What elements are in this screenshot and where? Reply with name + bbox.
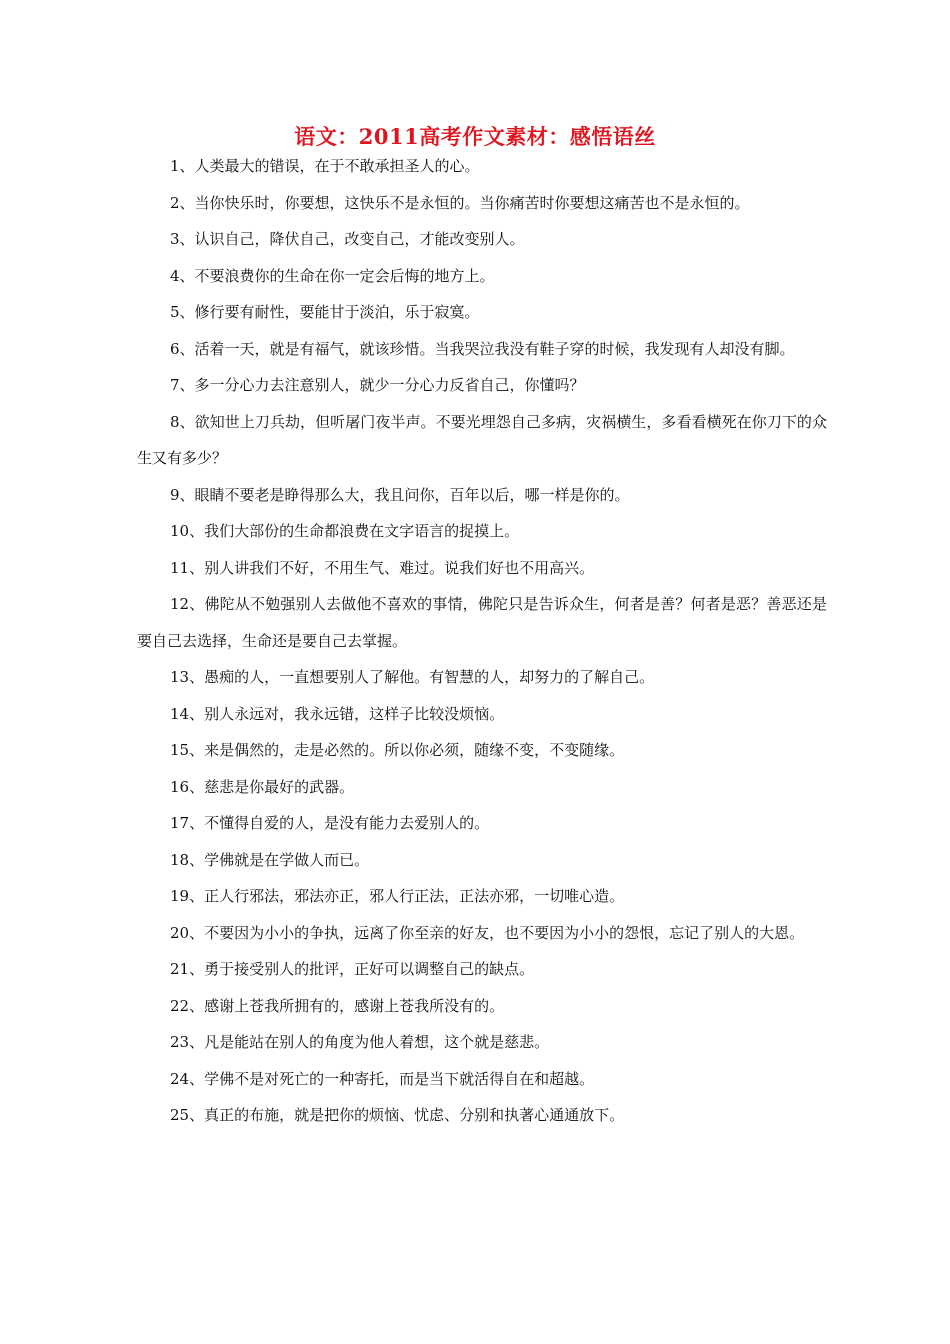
list-item: 10、我们大部份的生命都浪费在文字语言的捉摸上。 (170, 522, 520, 540)
list-item: 17、不懂得自爱的人，是没有能力去爱别人的。 (170, 814, 490, 832)
list-item: 8、欲知世上刀兵劫，但听屠门夜半声。不要光埋怨自己多病，灾祸横生，多看看横死在你刀下的众生又有多少？ (137, 412, 827, 467)
list-item: 4、不要浪费你的生命在你一定会后悔的地方上。 (170, 266, 495, 285)
list-item: 23、凡是能站在别人的角度为他人着想，这个就是慈悲。 (170, 1033, 550, 1051)
list-item: 21、勇于接受别人的批评，正好可以调整自己的缺点。 (170, 960, 535, 978)
list-item: 11、别人讲我们不好，不用生气、难过。说我们好也不用高兴。 (170, 558, 595, 577)
list-item: 2、当你快乐时，你要想，这快乐不是永恒的。当你痛苦时你要想这痛苦也不是永恒的。 (170, 193, 750, 212)
list-item: 15、来是偶然的，走是必然的。所以你必须，随缘不变，不变随缘。 (170, 741, 625, 759)
list-item: 6、活着一天，就是有福气，就该珍惜。当我哭泣我没有鞋子穿的时候，我发现有人却没有脚。 (170, 339, 795, 358)
list-item: 9、眼睛不要老是睁得那么大，我且问你，百年以后，哪一样是你的。 (170, 485, 630, 504)
list-item: 20、不要因为小小的争执，远离了你至亲的好友，也不要因为小小的怨恨，忘记了别人的大恩。 (170, 923, 805, 942)
list-item: 5、修行要有耐性，要能甘于淡泊，乐于寂寞。 (170, 303, 480, 321)
list-item: 13、愚痴的人，一直想要别人了解他。有智慧的人，却努力的了解自己。 (170, 668, 655, 686)
list-item: 25、真正的布施，就是把你的烦恼、忧虑、分别和执著心通通放下。 (170, 1106, 625, 1124)
list-item: 24、学佛不是对死亡的一种寄托，而是当下就活得自在和超越。 (170, 1069, 595, 1088)
list-item: 22、感谢上苍我所拥有的，感谢上苍我所没有的。 (170, 996, 505, 1015)
list-item: 1、人类最大的错误，在于不敢承担圣人的心。 (170, 157, 480, 175)
list-item: 7、多一分心力去注意别人，就少一分心力反省自己，你懂吗？ (170, 376, 585, 394)
document-title: 语文：2011高考作文素材：感悟语丝 (294, 124, 656, 149)
list-item: 19、正人行邪法，邪法亦正，邪人行正法，正法亦邪，一切唯心造。 (170, 887, 625, 905)
list-item: 18、学佛就是在学做人而已。 (170, 850, 370, 869)
list-item: 14、别人永远对，我永远错，这样子比较没烦恼。 (170, 704, 505, 723)
list-item: 16、慈悲是你最好的武器。 (170, 777, 355, 796)
list-item: 3、认识自己，降伏自己，改变自己，才能改变别人。 (170, 230, 525, 248)
document-body (137, 148, 827, 1134)
list-item: 12、佛陀从不勉强别人去做他不喜欢的事情，佛陀只是告诉众生，何者是善？何者是恶？善恶还是要自己去选择，生命还是要自己去掌握。 (137, 595, 827, 650)
